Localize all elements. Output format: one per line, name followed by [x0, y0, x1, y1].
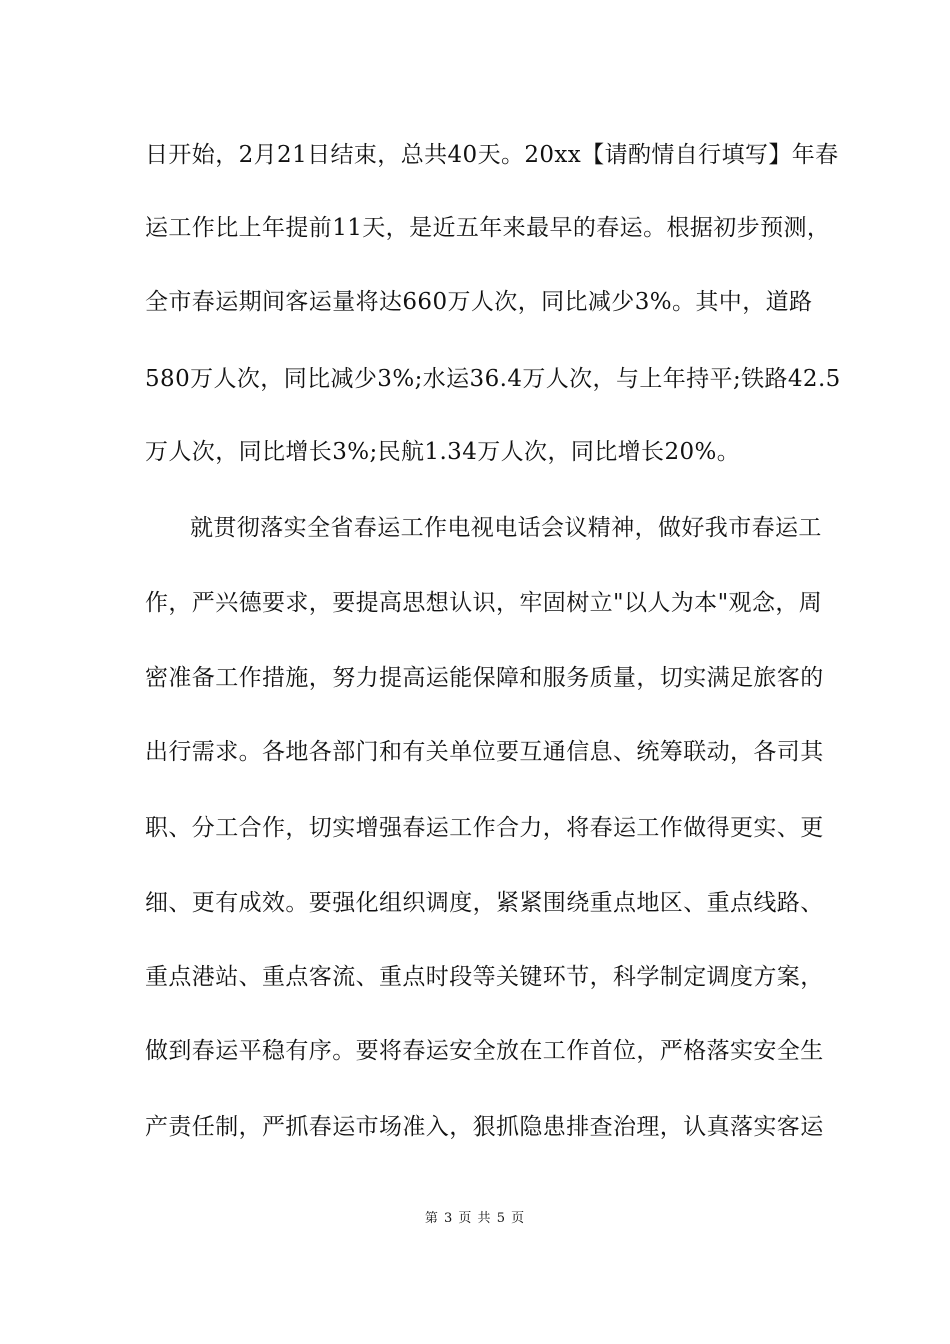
text-line: 密准备工作措施，努力提高运能保障和服务质量，切实满足旅客的: [145, 665, 824, 691]
text-line: 全市春运期间客运量将达660万人次，同比减少3%。其中，道路: [145, 289, 813, 315]
text-line: 重点港站、重点客流、重点时段等关键环节，科学制定调度方案，: [145, 964, 824, 990]
text-line: 职、分工合作，切实增强春运工作合力，将春运工作做得更实、更: [145, 815, 824, 841]
page-number: 第 3 页 共 5 页: [424, 1211, 526, 1226]
text-line: 作，严兴德要求，要提高思想认识，牢固树立"以人为本"观念，周: [145, 590, 823, 616]
text-line: 细、更有成效。要强化组织调度，紧紧围绕重点地区、重点线路、: [145, 890, 824, 916]
text-line: 580万人次，同比减少3%;水运36.4万人次，与上年持平;铁路42.5: [145, 366, 841, 392]
text-line: 日开始，2月21日结束，总共40天。20xx【请酌情自行填写】年春: [145, 142, 839, 168]
text-line: 产责任制，严抓春运市场准入，狠抓隐患排查治理，认真落实客运: [145, 1114, 824, 1140]
text-line: 运工作比上年提前11天，是近五年来最早的春运。根据初步预测，: [145, 215, 831, 241]
text-line: 做到春运平稳有序。要将春运安全放在工作首位，严格落实安全生: [145, 1038, 824, 1064]
text-line-indented: 就贯彻落实全省春运工作电视电话会议精神，做好我市春运工: [190, 515, 822, 541]
text-line: 出行需求。各地各部门和有关单位要互通信息、统筹联动，各司其: [145, 739, 824, 765]
text-line: 万人次，同比增长3%;民航1.34万人次，同比增长20%。: [145, 439, 741, 465]
